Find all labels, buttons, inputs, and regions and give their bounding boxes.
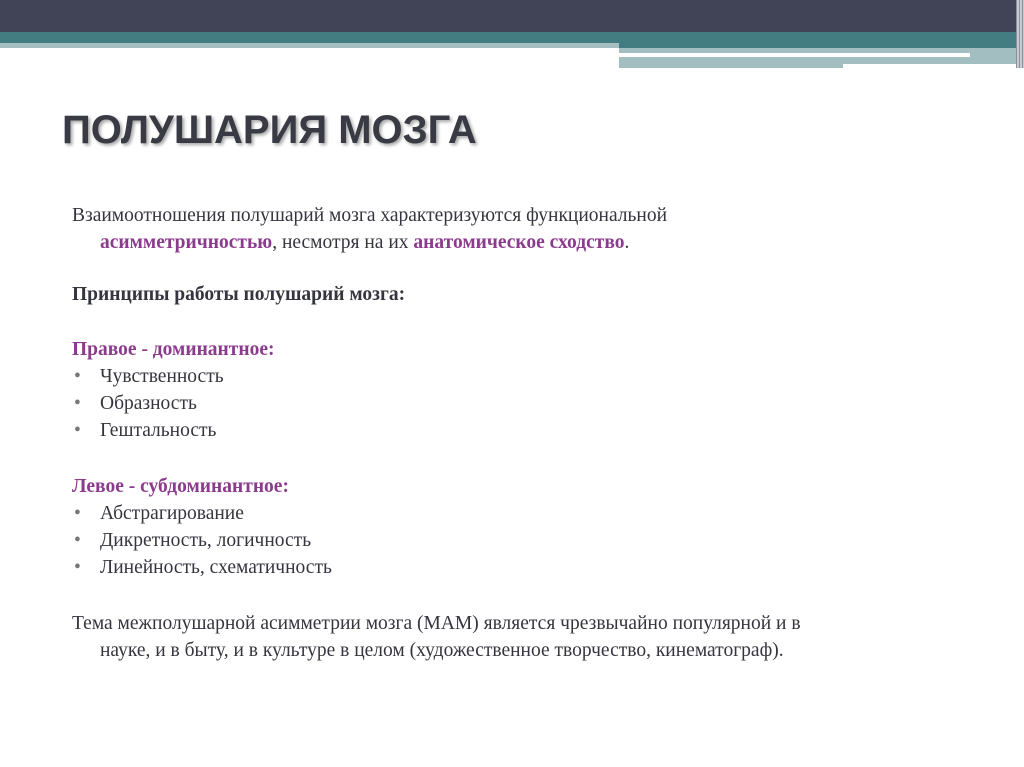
right-heading: Правое - доминантное: — [72, 339, 275, 360]
intro-line-2 — [72, 229, 667, 256]
similarity-term: анатомическое сходство — [413, 232, 625, 253]
list-item: • Линейность, схематичность — [72, 554, 332, 581]
list-item: • Гештальность — [72, 417, 275, 444]
principles-heading: Принципы работы полушарий мозга: — [72, 284, 406, 305]
list-item: • Чувственность — [72, 363, 275, 390]
header-light-strip — [0, 43, 619, 48]
intro-paragraph — [72, 202, 667, 256]
list-item: • Дикретность, логичность — [72, 527, 332, 554]
header-edge-lines — [1016, 0, 1024, 68]
header-white-line — [619, 53, 970, 57]
intro-period: . — [624, 232, 630, 253]
slide-title: ПОЛУШАРИЯ МОЗГА — [62, 108, 477, 152]
list-item: • Абстрагирование — [72, 500, 332, 527]
intro-text: , несмотря на их — [272, 232, 414, 253]
header-white-line-2 — [843, 64, 1024, 68]
intro-line-1: Взаимоотношения полушарий мозга характеризуются функциональной — [72, 205, 668, 226]
list-item: • Образность — [72, 390, 275, 417]
conclusion-line-1: Тема межполушарной асимметрии мозга (МАМ) является чрезвычайно популярной и в — [72, 613, 801, 634]
header-dark-bar — [0, 0, 1024, 32]
left-heading: Левое - субдоминантное: — [72, 476, 289, 497]
left-hemisphere-section — [72, 473, 332, 581]
right-hemisphere-section — [72, 336, 275, 444]
conclusion-line-2: науке, и в быту, и в культуре в целом (художественное творчество, кинематограф). — [100, 640, 784, 661]
asymmetry-term: асимметричностью — [100, 232, 273, 253]
conclusion-paragraph — [72, 610, 801, 664]
